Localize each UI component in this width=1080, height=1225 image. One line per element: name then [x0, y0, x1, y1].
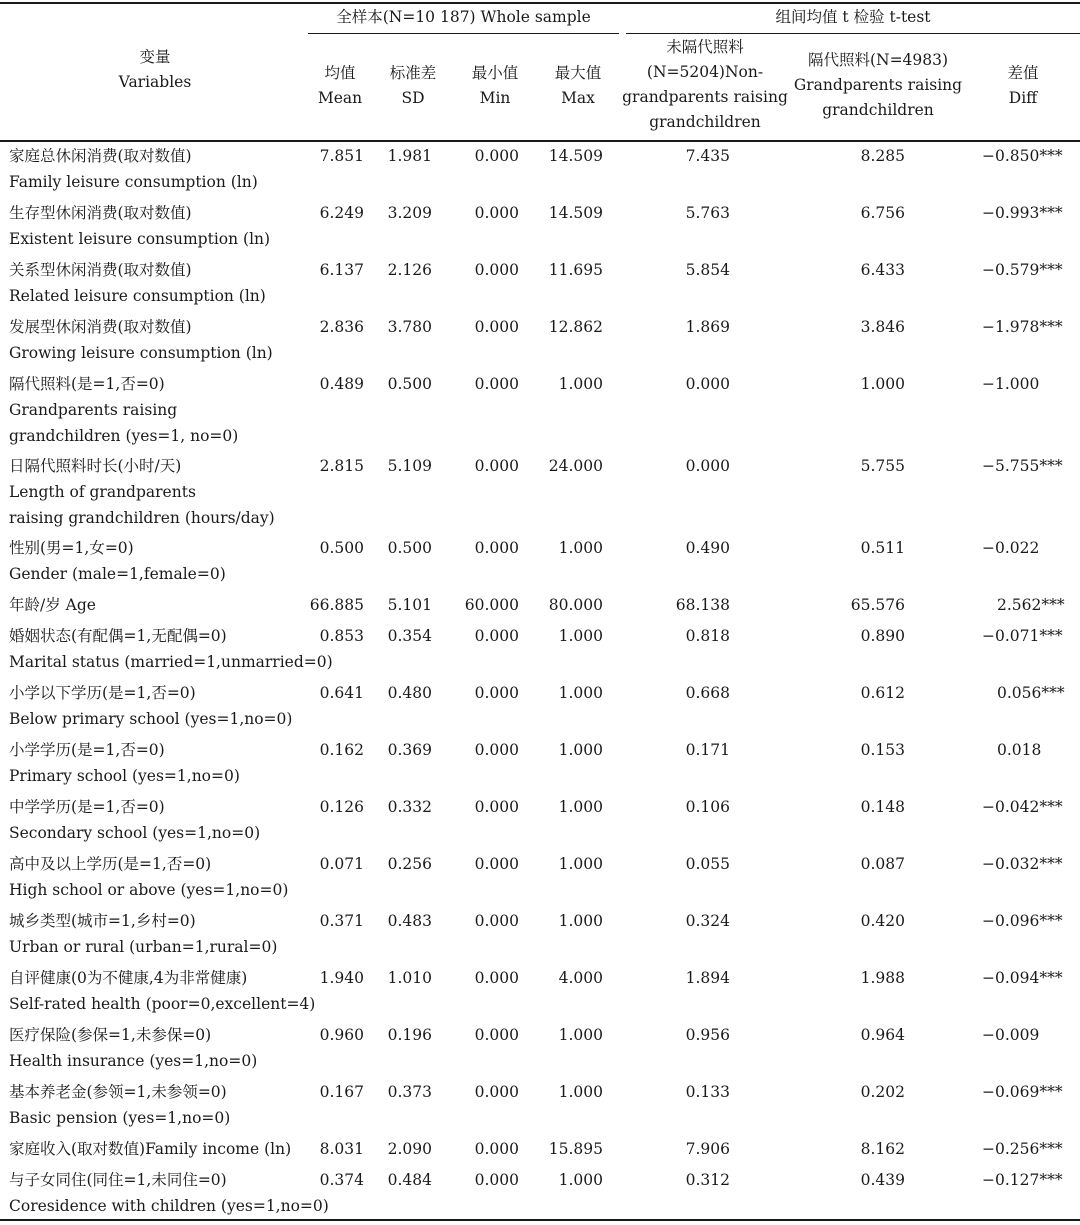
sd-cell: 0.373 [387, 1083, 432, 1101]
grandparents-cell: 0.148 [860, 798, 905, 816]
variable-label-line: 城乡类型(城市=1,乡村=0) [9, 912, 196, 930]
diff-cell: −0.579*** [982, 261, 1063, 279]
min-cell: 0.000 [474, 1171, 519, 1189]
bottom-rule [0, 1219, 1080, 1221]
variable-label-line: 与子女同住(同住=1,未同住=0) [9, 1171, 227, 1189]
min-cell: 0.000 [474, 1026, 519, 1044]
non-grandparents-cell: 0.956 [685, 1026, 730, 1044]
grandparents-cell: 6.433 [860, 261, 905, 279]
non-grandparents-cell: 0.490 [685, 539, 730, 557]
variable-label-line: 小学学历(是=1,否=0) [9, 741, 165, 759]
variable-label-line: Health insurance (yes=1,no=0) [9, 1052, 258, 1070]
min-cell: 0.000 [474, 457, 519, 475]
variable-label-line: Related leisure consumption (ln) [9, 287, 266, 305]
diff-cell: −0.256*** [982, 1140, 1063, 1158]
non-grandparents-cell: 1.894 [685, 969, 730, 987]
variable-label-line: raising grandchildren (hours/day) [9, 509, 275, 527]
non-grandparents-cell: 0.133 [685, 1083, 730, 1101]
non-grandparents-cell: 5.854 [685, 261, 730, 279]
grandparents-cell: 0.964 [860, 1026, 905, 1044]
max-cell: 80.000 [548, 596, 603, 614]
diff-cell: −1.978*** [982, 318, 1063, 336]
grandparents-cell: 8.162 [860, 1140, 905, 1158]
variable-label-line: 性别(男=1,女=0) [9, 539, 134, 557]
non-grandparents-cell: 0.312 [685, 1171, 730, 1189]
mean-cell: 0.071 [319, 855, 364, 873]
non-grandparents-cell: 0.000 [685, 457, 730, 475]
variable-label [9, 314, 273, 366]
variable-label-line: Marital status (married=1,unmarried=0) [9, 653, 333, 671]
max-cell: 14.509 [548, 147, 603, 165]
max-cell: 1.000 [558, 375, 603, 393]
sd-cell: 0.480 [387, 684, 432, 702]
variable-label-line: 高中及以上学历(是=1,否=0) [9, 855, 212, 873]
sd-cell: 0.369 [387, 741, 432, 759]
mean-cell: 2.815 [319, 457, 364, 475]
variable-label-line: Family leisure consumption (ln) [9, 173, 258, 191]
non-grandparents-cell: 7.435 [685, 147, 730, 165]
min-cell: 0.000 [474, 969, 519, 987]
variable-label-line: Basic pension (yes=1,no=0) [9, 1109, 231, 1127]
variable-label-line: Primary school (yes=1,no=0) [9, 767, 240, 785]
non-grandparents-cell: 7.906 [685, 1140, 730, 1158]
variable-label-line: 小学以下学历(是=1,否=0) [9, 684, 196, 702]
min-cell: 0.000 [474, 912, 519, 930]
min-cell: 0.000 [474, 741, 519, 759]
max-cell: 24.000 [548, 457, 603, 475]
variable-label-line: 年龄/岁 Age [9, 596, 96, 614]
diff-cell: −0.071*** [982, 627, 1063, 645]
whole-sample-underline [308, 33, 619, 34]
variable-label-line: Urban or rural (urban=1,rural=0) [9, 938, 278, 956]
sd-cell: 0.196 [387, 1026, 432, 1044]
grandparents-cell: 1.988 [860, 969, 905, 987]
diff-cell: −0.094*** [982, 969, 1063, 987]
max-cell: 15.895 [548, 1140, 603, 1158]
min-header: 最小值 Min [471, 64, 519, 107]
mean-cell: 0.489 [319, 375, 364, 393]
max-cell: 1.000 [558, 855, 603, 873]
min-cell: 0.000 [474, 147, 519, 165]
variable-label-line: Gender (male=1,female=0) [9, 565, 226, 583]
sd-cell: 5.101 [387, 596, 432, 614]
min-cell: 0.000 [474, 539, 519, 557]
variable-label [9, 794, 260, 846]
variable-label-line: 关系型休闲消费(取对数值) [9, 261, 192, 279]
grandparents-cell: 0.890 [860, 627, 905, 645]
mean-cell: 0.374 [319, 1171, 364, 1189]
mean-cell: 1.940 [319, 969, 364, 987]
diff-cell: −5.755*** [982, 457, 1063, 475]
grandparents-cell: 0.202 [860, 1083, 905, 1101]
ttest-heading: 组间均值 t 检验 t-test [775, 8, 931, 26]
sd-cell: 0.500 [387, 539, 432, 557]
diff-cell: −0.993*** [982, 204, 1063, 222]
sd-cell: 0.332 [387, 798, 432, 816]
min-cell: 0.000 [474, 684, 519, 702]
mean-header: 均值 Mean [317, 64, 363, 107]
variable-label-line: 家庭收入(取对数值)Family income (ln) [9, 1140, 292, 1158]
grandparents-cell: 0.612 [860, 684, 905, 702]
variable-label [9, 592, 96, 618]
variable-label [9, 680, 292, 732]
header-rule [0, 140, 1080, 142]
grandparents-cell: 1.000 [860, 375, 905, 393]
mean-cell: 0.126 [319, 798, 364, 816]
sd-cell: 2.126 [387, 261, 432, 279]
non-grandparents-cell: 0.324 [685, 912, 730, 930]
mean-cell: 8.031 [319, 1140, 364, 1158]
min-cell: 0.000 [474, 318, 519, 336]
mean-cell: 66.885 [309, 596, 364, 614]
diff-cell: −0.042*** [982, 798, 1063, 816]
min-cell: 0.000 [474, 627, 519, 645]
non-grandparents-cell: 5.763 [685, 204, 730, 222]
non-grandparents-cell: 0.000 [685, 375, 730, 393]
diff-cell: −1.000 [982, 375, 1040, 393]
variable-label-line: 发展型休闲消费(取对数值) [9, 318, 192, 336]
variable-label [9, 535, 226, 587]
max-cell: 14.509 [548, 204, 603, 222]
sd-cell: 0.483 [387, 912, 432, 930]
whole-sample-heading: 全样本(N=10 187) Whole sample [336, 8, 591, 26]
variable-label-line: Secondary school (yes=1,no=0) [9, 824, 261, 842]
diff-cell: −0.850*** [982, 147, 1063, 165]
diff-cell: 0.056*** [997, 684, 1065, 702]
variable-label [9, 908, 277, 960]
grandparents-cell: 0.439 [860, 1171, 905, 1189]
variable-label-line: 婚姻状态(有配偶=1,无配偶=0) [9, 627, 227, 645]
grandparents-cell: 65.576 [850, 596, 905, 614]
variable-label-line: 日隔代照料时长(小时/天) [9, 457, 182, 475]
mean-cell: 0.500 [319, 539, 364, 557]
mean-cell: 6.249 [319, 204, 364, 222]
diff-cell: −0.096*** [982, 912, 1063, 930]
variable-label-line: 基本养老金(参领=1,未参领=0) [9, 1083, 227, 1101]
max-cell: 1.000 [558, 798, 603, 816]
grandparents-cell: 3.846 [860, 318, 905, 336]
variable-label [9, 965, 315, 1017]
variable-label [9, 257, 266, 309]
sd-cell: 3.780 [387, 318, 432, 336]
max-cell: 1.000 [558, 684, 603, 702]
diff-cell: −0.069*** [982, 1083, 1063, 1101]
sd-cell: 1.010 [387, 969, 432, 987]
mean-cell: 0.853 [319, 627, 364, 645]
non-grandparents-cell: 68.138 [675, 596, 730, 614]
non-grandparents-header: 未隔代照料 (N=5204)Non- grandparents raising grandchildren [622, 38, 788, 131]
diff-cell: −0.009 [982, 1026, 1040, 1044]
min-cell: 0.000 [474, 204, 519, 222]
sd-cell: 0.354 [387, 627, 432, 645]
sd-cell: 0.484 [387, 1171, 432, 1189]
min-cell: 0.000 [474, 1083, 519, 1101]
variable-label [9, 143, 258, 195]
variable-label-line: Length of grandparents [9, 483, 196, 501]
min-cell: 0.000 [474, 261, 519, 279]
max-cell: 11.695 [548, 261, 603, 279]
variable-label [9, 851, 288, 903]
sd-cell: 2.090 [387, 1140, 432, 1158]
grandparents-cell: 0.153 [860, 741, 905, 759]
variable-label-line: 中学学历(是=1,否=0) [9, 798, 165, 816]
grandparents-cell: 0.511 [860, 539, 905, 557]
variable-label-line: 隔代照料(是=1,否=0) [9, 375, 165, 393]
non-grandparents-cell: 0.818 [685, 627, 730, 645]
sd-cell: 0.256 [387, 855, 432, 873]
variable-label-line: Self-rated health (poor=0,excellent=4) [9, 995, 316, 1013]
max-cell: 1.000 [558, 1083, 603, 1101]
variable-label-line: Coresidence with children (yes=1,no=0) [9, 1197, 329, 1215]
diff-cell: 2.562*** [997, 596, 1065, 614]
mean-cell: 2.836 [319, 318, 364, 336]
min-cell: 60.000 [464, 596, 519, 614]
variable-label [9, 371, 238, 449]
sd-cell: 3.209 [387, 204, 432, 222]
max-cell: 4.000 [558, 969, 603, 987]
max-header: 最大值 Max [554, 64, 602, 107]
variable-label-line: Below primary school (yes=1,no=0) [9, 710, 293, 728]
variable-label-line: High school or above (yes=1,no=0) [9, 881, 289, 899]
variable-label-line: Growing leisure consumption (ln) [9, 344, 273, 362]
variable-label-line: 自评健康(0为不健康,4为非常健康) [9, 969, 248, 987]
max-cell: 1.000 [558, 1171, 603, 1189]
sd-cell: 0.500 [387, 375, 432, 393]
sd-cell: 5.109 [387, 457, 432, 475]
min-cell: 0.000 [474, 375, 519, 393]
max-cell: 1.000 [558, 912, 603, 930]
variables-header: 变量 Variables [118, 48, 192, 91]
non-grandparents-cell: 0.055 [685, 855, 730, 873]
non-grandparents-cell: 0.106 [685, 798, 730, 816]
min-cell: 0.000 [474, 855, 519, 873]
mean-cell: 7.851 [319, 147, 364, 165]
mean-cell: 0.162 [319, 741, 364, 759]
variable-label [9, 1136, 291, 1162]
diff-cell: −0.127*** [982, 1171, 1063, 1189]
diff-cell: −0.022 [982, 539, 1040, 557]
mean-cell: 0.371 [319, 912, 364, 930]
max-cell: 1.000 [558, 741, 603, 759]
mean-cell: 0.167 [319, 1083, 364, 1101]
ttest-underline [626, 33, 1080, 34]
min-cell: 0.000 [474, 1140, 519, 1158]
variable-label-line: 家庭总休闲消费(取对数值) [9, 147, 192, 165]
diff-header: 差值 Diff [1007, 64, 1039, 107]
grandparents-cell: 5.755 [860, 457, 905, 475]
mean-cell: 0.641 [319, 684, 364, 702]
variable-label-line: grandchildren (yes=1, no=0) [9, 427, 239, 445]
grandparents-cell: 0.420 [860, 912, 905, 930]
max-cell: 1.000 [558, 627, 603, 645]
grandparents-header: 隔代照料(N=4983) Grandparents raising grandchildren [793, 51, 963, 119]
max-cell: 1.000 [558, 1026, 603, 1044]
sd-header: 标准差 SD [389, 64, 437, 107]
non-grandparents-cell: 0.668 [685, 684, 730, 702]
variable-label-line: 生存型休闲消费(取对数值) [9, 204, 192, 222]
diff-cell: −0.032*** [982, 855, 1063, 873]
variable-label [9, 1022, 257, 1074]
grandparents-cell: 8.285 [860, 147, 905, 165]
diff-cell: 0.018 [997, 741, 1042, 759]
mean-cell: 6.137 [319, 261, 364, 279]
top-rule [0, 2, 1080, 4]
grandparents-cell: 6.756 [860, 204, 905, 222]
variable-label [9, 453, 275, 531]
variable-label [9, 737, 240, 789]
max-cell: 12.862 [548, 318, 603, 336]
mean-cell: 0.960 [319, 1026, 364, 1044]
variable-label [9, 1079, 230, 1131]
sd-cell: 1.981 [387, 147, 432, 165]
grandparents-cell: 0.087 [860, 855, 905, 873]
min-cell: 0.000 [474, 798, 519, 816]
variable-label-line: 医疗保险(参保=1,未参保=0) [9, 1026, 212, 1044]
variable-label-line: Grandparents raising [9, 401, 178, 419]
variable-label [9, 200, 270, 252]
variable-label-line: Existent leisure consumption (ln) [9, 230, 271, 248]
non-grandparents-cell: 0.171 [685, 741, 730, 759]
non-grandparents-cell: 1.869 [685, 318, 730, 336]
max-cell: 1.000 [558, 539, 603, 557]
